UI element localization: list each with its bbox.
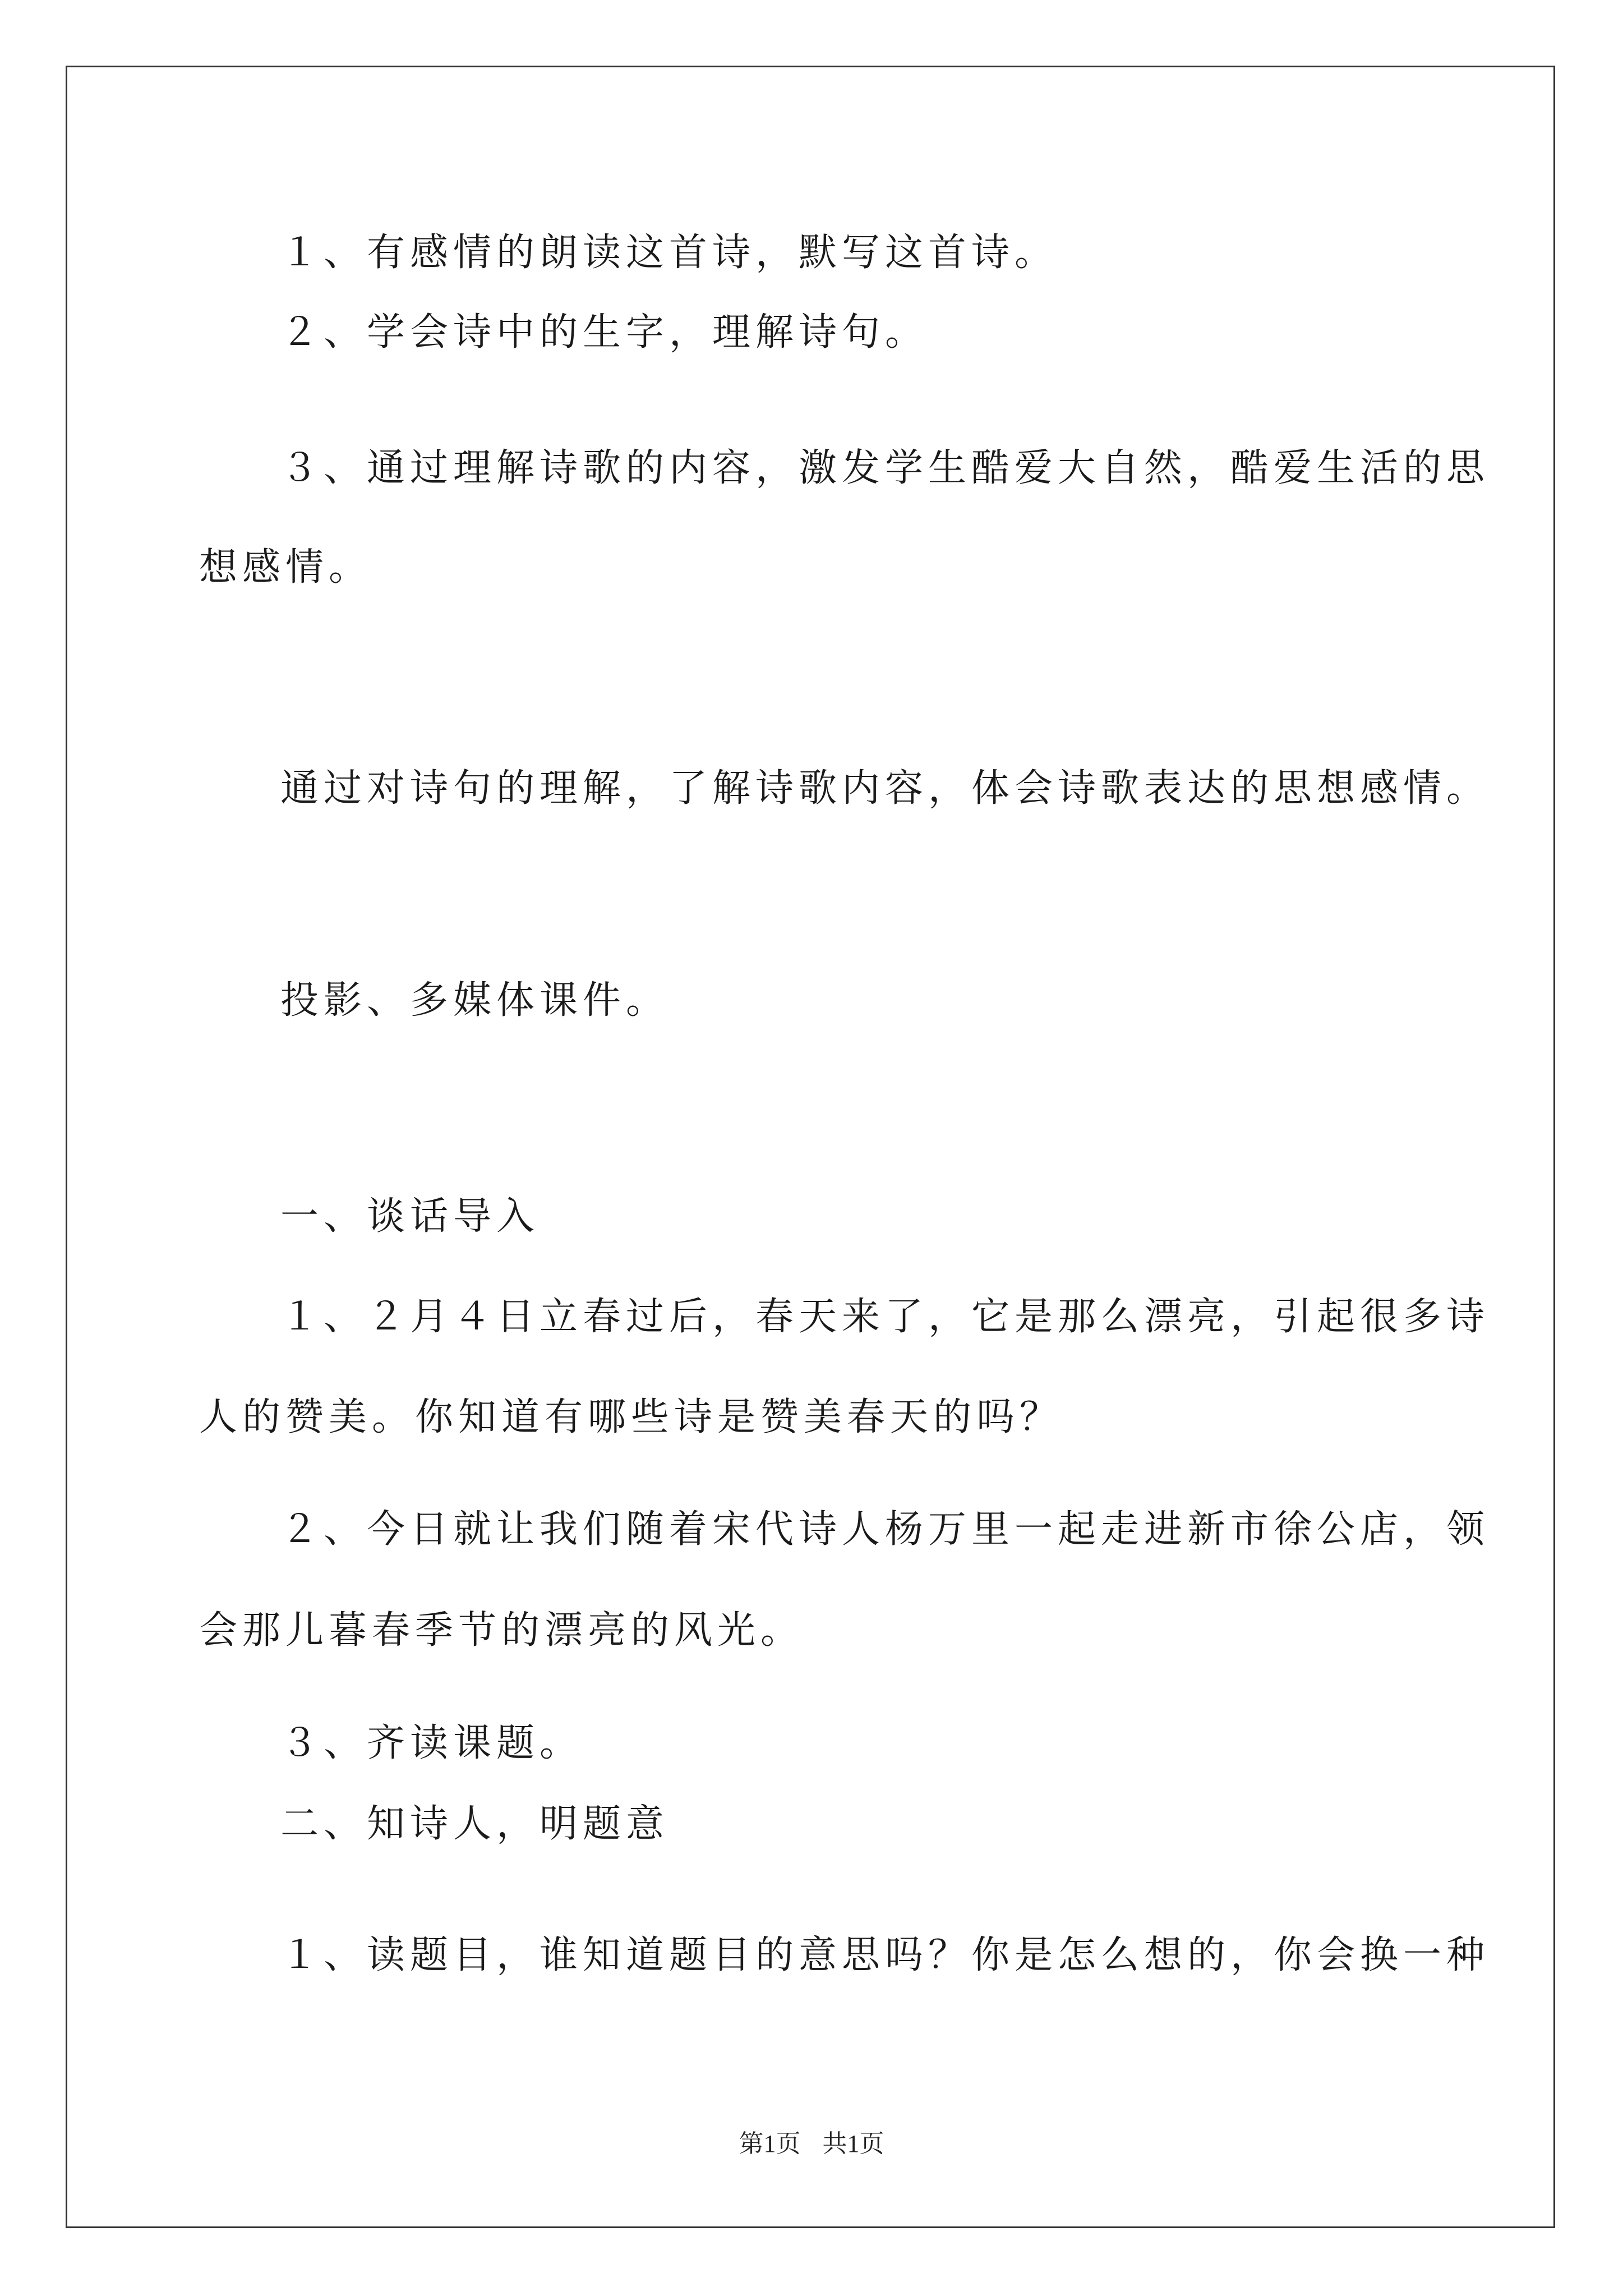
step-1-1: １、２月４日立春过后，春天来了，它是那么漂亮，引起很多诗: [280, 1295, 1490, 1339]
section-heading-1: 一、谈话导入: [280, 1194, 540, 1239]
page-number: 第1页: [739, 2130, 801, 2157]
section-heading-2: 二、知诗人，明题意: [280, 1802, 670, 1846]
step-2-1: １、读题目，谁知道题目的意思吗？你是怎么想的，你会换一种: [280, 1933, 1490, 1977]
step-1-3: ３、齐读课题。: [280, 1721, 583, 1765]
objective-1: １、有感情的朗读这首诗，默写这首诗。: [280, 231, 1058, 275]
step-1-2-cont: 会那儿暮春季节的漂亮的风光。: [199, 1608, 804, 1653]
objective-3: ３、通过理解诗歌的内容，激发学生酷爱大自然，酷爱生活的思: [280, 446, 1490, 490]
objective-3-cont: 想感情。: [199, 545, 372, 590]
page-border: [66, 66, 1555, 2228]
step-1-1-cont: 人的赞美。你知道有哪些诗是赞美春天的吗？: [199, 1395, 1063, 1439]
page-footer: [0, 2132, 1623, 2156]
teaching-aids: 投影、多媒体课件。: [280, 978, 670, 1023]
step-1-2: ２、今日就让我们随着宋代诗人杨万里一起走进新市徐公店，领: [280, 1507, 1490, 1552]
key-point: 通过对诗句的理解，了解诗歌内容，体会诗歌表达的思想感情。: [280, 766, 1490, 811]
page-total: 共1页: [822, 2130, 884, 2157]
objective-2: ２、学会诗中的生字，理解诗句。: [280, 310, 929, 355]
